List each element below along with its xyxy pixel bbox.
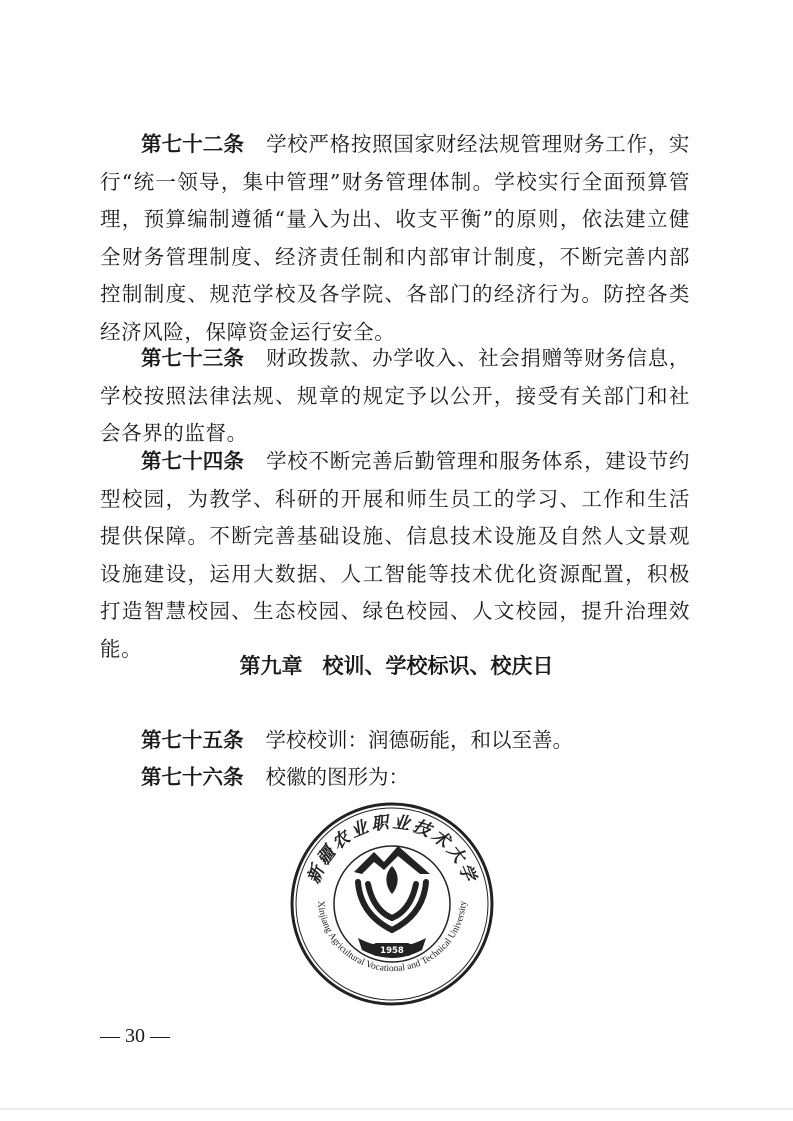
article-73-label: 第七十三条 bbox=[141, 346, 244, 370]
page-number: — 30 — bbox=[100, 1025, 170, 1047]
chapter-title: 校训、学校标识、校庆日 bbox=[322, 654, 554, 678]
article-75-label: 第七十五条 bbox=[141, 728, 244, 752]
emblem-year: 1958 bbox=[380, 946, 404, 956]
emblem-english-name: Xinjiang Agricultural Vocational and Technical University bbox=[315, 900, 469, 975]
article-76-text: 校徽的图形为： bbox=[265, 765, 409, 789]
chapter-heading bbox=[0, 650, 793, 680]
article-76-label: 第七十六条 bbox=[141, 765, 244, 789]
article-74-text: 学校不断完善后勤管理和服务体系，建设节约型校园，为教学、科研的开展和师生员工的学习、工作和生活提供保障。不断完善基础设施、信息技术设施及自然人文景观设施建设，运用大数据、人工智能等技术优化资源配置，积极打造智慧校园、生态校园、绿色校园、人文校园，提升治理效能。 bbox=[100, 449, 690, 661]
article-76 bbox=[141, 759, 409, 796]
seed-icon bbox=[386, 866, 397, 894]
school-emblem bbox=[288, 800, 496, 1008]
article-74 bbox=[100, 443, 690, 668]
article-75 bbox=[141, 722, 573, 759]
article-75-text: 学校校训：润德砺能，和以至善。 bbox=[265, 728, 573, 752]
chapter-number: 第九章 bbox=[239, 654, 303, 678]
article-72-text: 学校严格按照国家财经法规管理财务工作，实行“统一领导，集中管理”财务管理体制。学校实行全面预算管理，预算编制遵循“量入为出、收支平衡”的原则，依法建立健全财务管理制度、经济责任制和内部审计制度，不断完善内部控制制度、规范学校及各学院、各部门的经济行为。防控各类经济风险，保障资金运行安全。 bbox=[100, 132, 690, 344]
article-72-label: 第七十二条 bbox=[141, 132, 244, 156]
article-73 bbox=[100, 340, 690, 453]
article-74-label: 第七十四条 bbox=[141, 449, 244, 473]
article-73-text: 财政拨款、办学收入、社会捐赠等财务信息，学校按照法律法规、规章的规定予以公开，接受有关部门和社会各界的监督。 bbox=[100, 346, 690, 445]
emblem-chinese-name: 新疆农业职业技术大学 bbox=[303, 812, 481, 887]
scan-edge-divider bbox=[0, 1108, 793, 1110]
article-72 bbox=[100, 126, 690, 351]
